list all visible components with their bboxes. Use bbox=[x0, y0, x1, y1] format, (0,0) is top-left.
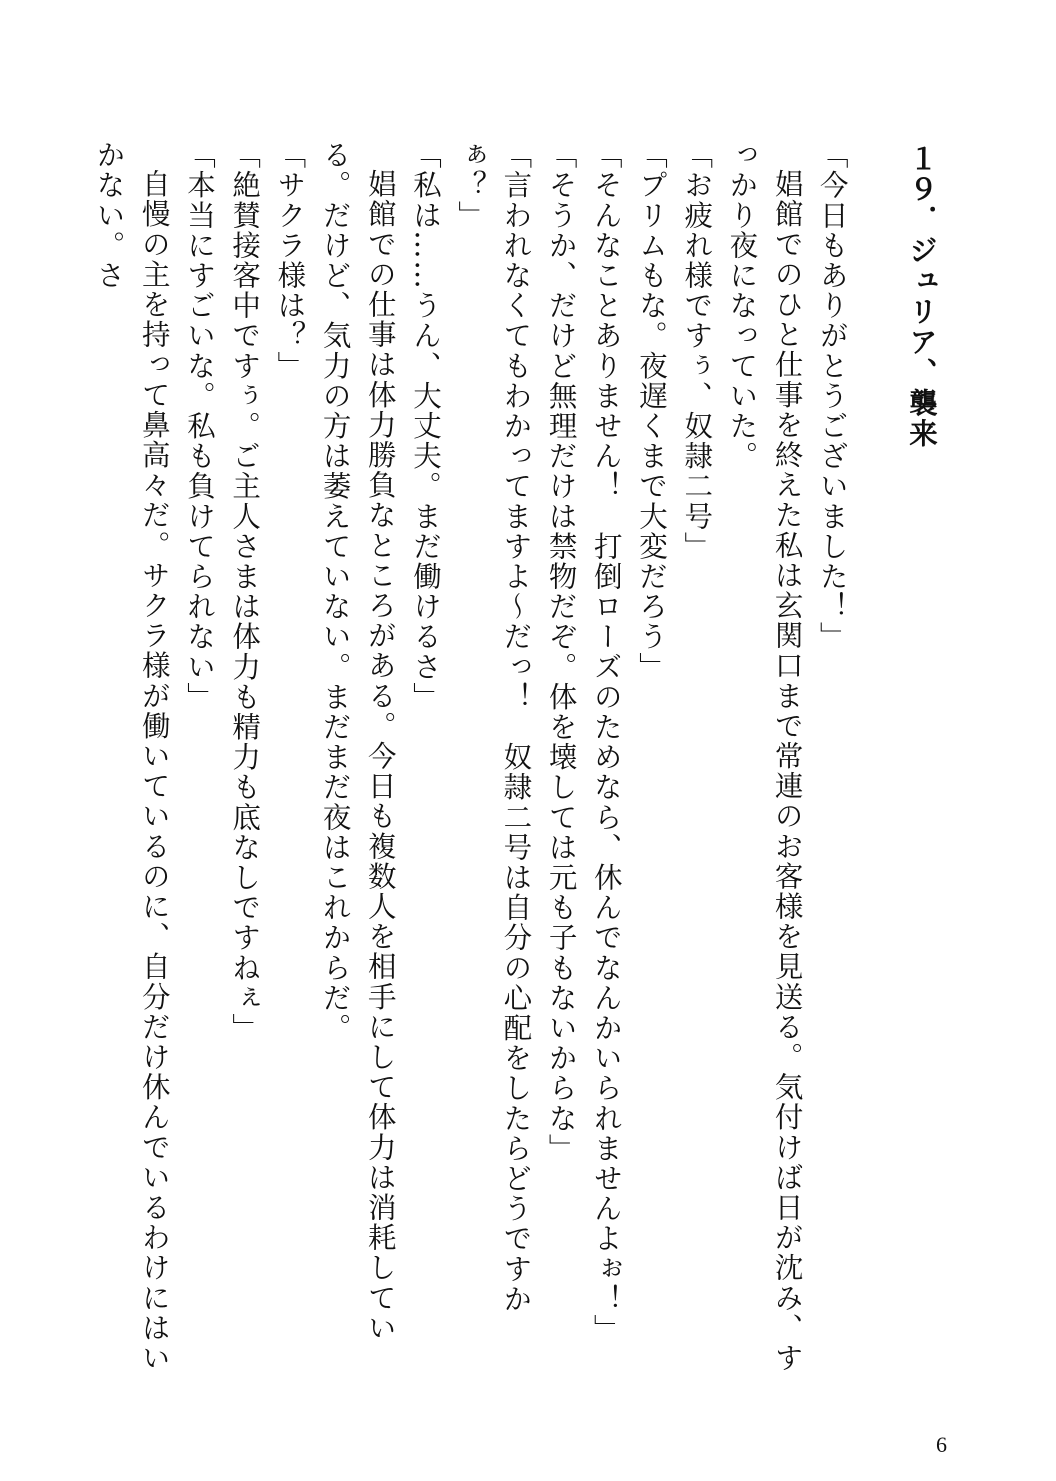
dialogue-line: 「私は……うん、大丈夫。まだ働けるさ」 bbox=[408, 140, 442, 712]
dialogue-line: 「今日もありがとうございました！」 bbox=[815, 140, 849, 652]
dialogue-line: 「言われなくてもわかってますよ～だっ！ 奴隷二号は自分の心配をしたらどうですかぁ？」 bbox=[454, 140, 533, 1314]
narration-paragraph: 娼館でのひと仕事を終えた私は玄関口まで常連のお客様を見送る。気付けば日が沈み、すっかり夜になっていた。 bbox=[725, 140, 804, 1373]
dialogue-line: 「お疲れ様ですぅ、奴隷二号」 bbox=[680, 140, 714, 562]
chapter-title: １９．ジュリア、襲来 bbox=[905, 144, 938, 449]
page-number: 6 bbox=[936, 1432, 947, 1457]
dialogue-line: 「本当にすごいな。私も負けてられない」 bbox=[182, 140, 216, 712]
narration-paragraph: 娼館での仕事は体力勝負なところがある。今日も複数人を相手にして体力は消耗している。だけど、気力の方は萎えていない。まだまだ夜はこれからだ。 bbox=[318, 140, 397, 1343]
dialogue-line: 「そんなことありません！ 打倒ローズのためなら、休んでなんかいられませんよぉ！」 bbox=[589, 140, 623, 1344]
dialogue-line: 「絶賛接客中ですぅ。ご主人さまは体力も精力も底なしですねぇ」 bbox=[228, 140, 262, 1043]
dialogue-line: 「プリムもな。夜遅くまで大変だろう」 bbox=[634, 140, 668, 682]
narration-paragraph: 自慢の主を持って鼻高々だ。サクラ様が働いているのに、自分だけ休んでいるわけにはいかない。さ bbox=[92, 140, 171, 1373]
vertical-text-body bbox=[86, 140, 944, 1380]
dialogue-line: 「サクラ様は？」 bbox=[273, 140, 307, 381]
dialogue-line: 「そうか、だけど無理だけは禁物だぞ。体を壊しては元も子もないからな」 bbox=[544, 140, 578, 1164]
